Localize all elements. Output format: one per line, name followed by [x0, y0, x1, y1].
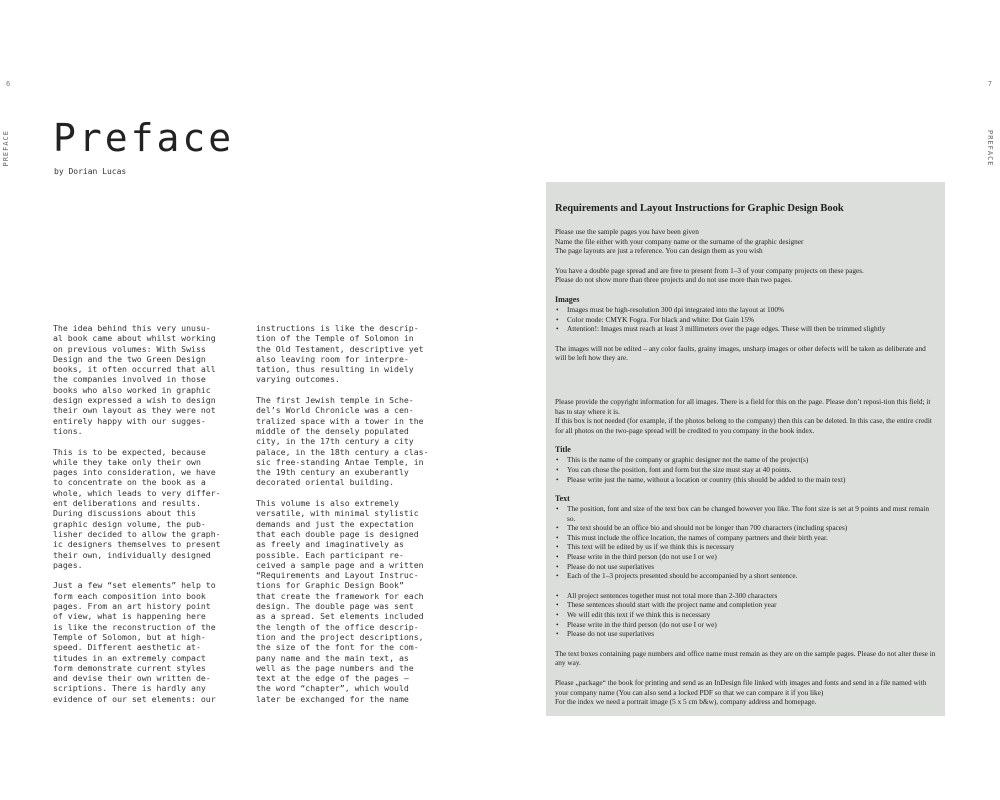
- list-item: • This text will be edited by us if we think this is necessary: [555, 542, 936, 552]
- text-line: Please provide the copyright information for all images. There is a field for this on the page. Please don’t reposi-tion this field; it has to stay where it is.: [555, 396, 931, 416]
- text-list: [555, 504, 936, 581]
- text-line: Please do not show more than three projects and do not use more than two pages.: [555, 275, 793, 285]
- list-item: • Attention!: Images must reach at least 3 millimeters over the page edges. These will then be trimmed slightly: [555, 324, 936, 334]
- copyright-text: [555, 397, 936, 435]
- title-list: [555, 455, 936, 484]
- list-item: • You can chose the position, font and form but the size must stay at 40 points.: [555, 465, 936, 475]
- panel-heading: Requirements and Layout Instructions for Graphic Design Book: [555, 203, 844, 214]
- images-note: The images will not be edited – any color faults, grainy images, unsharp images or other defects will be taken as deliberate and will be left how they are.: [555, 343, 926, 363]
- text-line: Name the file either with your company name or the surname of the graphic designer: [555, 236, 804, 246]
- page-number-left: 6: [6, 80, 11, 88]
- paragraph: This volume is also extremely versatile, with minimal stylistic demands and just the expectation that each double page is designed as freely and imaginatively as possible. Each participant re- ceived a sample page and a written “Requirements and Layout Instruc- tions for Graphic Design Book” that create the framework for each design. The double page was sent as a spread. Set elements included the length of the office descrip- tion and the project descriptions, the size of the font for the com- pany name and the main text, as well as the page numbers and the text at the edge of the pages – the word “chapter”, which would later be exchanged for the name: [256, 498, 424, 704]
- author-byline: by Dorian Lucas: [54, 167, 127, 176]
- spread-text: [555, 266, 936, 285]
- side-label-left: PREFACE: [2, 130, 10, 167]
- text-line: For the index we need a portrait image (5 x 5 cm b&w), company address and homepage.: [555, 697, 817, 707]
- requirements-panel: [546, 182, 945, 716]
- list-item: • Please write in the third person (do not use I or we): [555, 620, 936, 630]
- list-item: • We will edit this text if we think this is necessary: [555, 610, 936, 620]
- paragraph: The idea behind this very unusu- al book came about whilst working on previous volumes: With Swiss Design and the two Green Design books, it often occurred that all the companies involved in those books who also worked in graphic design expressed a wish to design their own layout as they were not entirely happy with our sugges- tions.: [53, 323, 216, 436]
- text-line: If this box is not needed (for example, if the photos belong to the company) then this can be deleted. In this case, the entire credit for all photos on the two-page spread will be credited to you company in the book index.: [555, 416, 932, 435]
- project-list: [555, 591, 936, 639]
- list-item: • The position, font and size of the text box can be changed however you like. The font size is set at 9 points and must remain so.: [555, 504, 936, 523]
- boxes-note: The text boxes containing page numbers and office name must remain as they are on the sample pages. Please do not alter these in any way.: [555, 648, 936, 668]
- list-item: • Each of the 1–3 projects presented should be accompanied by a short sentence.: [555, 571, 936, 581]
- list-item: • Color mode: CMYK Fogra. For black and white: Dot Gain 15%: [555, 315, 936, 325]
- list-item: • Please do not use superlatives: [555, 629, 936, 639]
- text-line: You have a double page spread and are free to present from 1–3 of your company projects on these pages.: [555, 265, 864, 275]
- list-item: • Please write just the name, without a location or country (this should be added to the main text): [555, 475, 936, 485]
- paragraph: Just a few “set elements” help to form each composition into book pages. From an art history point of view, what is happening here is like the reconstruction of the Temple of Solomon, but at high- speed. Different aesthetic at- titudes in an extremely compact form demonstrate current styles and devise their own written de- scriptions. There is hardly any evidence of our set elements: our: [53, 580, 216, 704]
- list-item: • This is the name of the company or graphic designer not the name of the project(s): [555, 455, 936, 465]
- paragraph: This is to be expected, because while they take only their own pages into consideration, we have to concentrate on the book as a whole, which leads to very differ- ent deliberations and results. During discussions about this graphic design volume, the pub- lisher decided to allow the graph- ic designers themselves to present their own, individually designed pages.: [53, 446, 221, 570]
- list-item: • Please write in the third person (do not use I or we): [555, 552, 936, 562]
- page-title: Preface: [53, 116, 235, 160]
- list-item: • All project sentences together must not total more than 2-300 characters: [555, 591, 936, 601]
- list-item: • This must include the office location, the names of company partners and their birth year.: [555, 533, 936, 543]
- list-item: • These sentences should start with the project name and completion year: [555, 600, 936, 610]
- paragraph: The first Jewish temple in Sche- del’s World Chronicle was a cen- tralized space with a tower in the middle of the densely populated city, in the 17th century a city palace, in the 18th century a clas- sic free-standing Antae Temple, in the 19th century an exuberantly decorated oriental building.: [256, 395, 429, 488]
- text-line: Please „package“ the book for printing and send as an InDesign file linked with images and fonts and send in a file named with your company name (You can also send a locked PDF so that we can compare it if you like): [555, 678, 927, 697]
- page-number-right: 7: [987, 80, 992, 88]
- text-column-right: [256, 323, 448, 714]
- paragraph: instructions is like the descrip- tion of the Temple of Solomon in the Old Testament, descriptive yet also leaving room for interpre- tation, thus resulting in widely varying outcomes.: [256, 323, 424, 385]
- list-item: • The text should be an office bio and should not be longer than 700 characters (including spaces): [555, 523, 936, 533]
- images-heading: Images: [555, 294, 580, 304]
- text-column-left: [53, 323, 245, 714]
- images-list: [555, 305, 936, 334]
- intro-text: [555, 227, 936, 256]
- side-label-right: PREFACE: [986, 130, 994, 167]
- package-text: [555, 678, 936, 707]
- text-heading: Text: [555, 494, 570, 504]
- text-line: Please use the sample pages you have been given: [555, 227, 699, 236]
- list-item: • Images must be high-resolution 300 dpi integrated into the layout at 100%: [555, 305, 936, 315]
- text-line: The page layouts are just a reference. You can design them as you wish: [555, 246, 763, 256]
- list-item: • Please do not use superlatives: [555, 562, 936, 572]
- title-heading: Title: [555, 445, 571, 455]
